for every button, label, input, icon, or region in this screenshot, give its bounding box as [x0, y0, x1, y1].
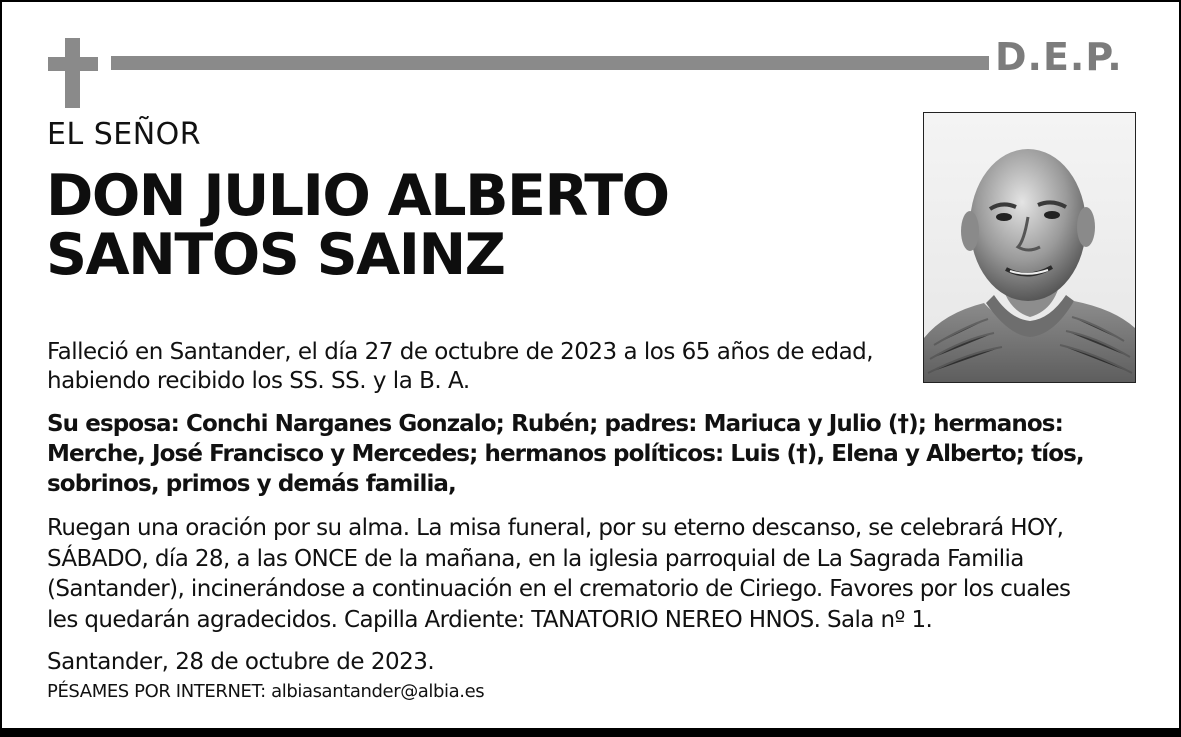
dateline: Santander, 28 de octubre de 2023.	[47, 649, 435, 675]
condolences-line: PÉSAMES POR INTERNET: albiasantander@albia.es	[47, 681, 485, 702]
family-line-3: sobrinos, primos y demás familia,	[47, 471, 456, 497]
cross-icon	[48, 38, 98, 108]
family-line-1: Su esposa: Conchi Narganes Gonzalo; Rubén; padres: Mariuca y Julio (†); hermanos:	[47, 411, 1063, 437]
bottom-border	[0, 728, 1181, 737]
death-statement	[47, 338, 907, 396]
prayer-line-2: SÁBADO, día 28, a las ONCE de la mañana, en la iglesia parroquial de La Sagrada Familia	[47, 545, 1024, 572]
deceased-name	[46, 163, 906, 288]
funeral-details	[47, 513, 1157, 635]
family-list	[47, 409, 1157, 499]
name-line-1: DON JULIO ALBERTO	[46, 163, 669, 229]
death-line-1: Falleció en Santander, el día 27 de octubre de 2023 a los 65 años de edad,	[47, 339, 874, 365]
portrait-image	[924, 113, 1135, 382]
name-line-2: SANTOS SAINZ	[46, 222, 505, 288]
portrait-photo	[923, 112, 1136, 383]
death-line-2: habiendo recibido los SS. SS. y la B. A.	[47, 368, 470, 394]
prayer-line-1: Ruegan una oración por su alma. La misa funeral, por su eterno descanso, se celebrará HOY,	[47, 515, 1064, 541]
family-line-2: Merche, José Francisco y Mercedes; hermanos políticos: Luis (†), Elena y Alberto; tíos,	[47, 441, 1084, 467]
header-rule	[111, 56, 989, 70]
dep-label: D.E.P.	[995, 35, 1123, 79]
honorific: EL SEÑOR	[47, 117, 202, 152]
prayer-line-4: les quedarán agradecidos. Capilla Ardiente: TANATORIO NEREO HNOS. Sala nº 1.	[47, 606, 933, 633]
prayer-line-3: (Santander), incinerándose a continuación en el crematorio de Ciriego. Favores por los cuales	[47, 576, 1071, 602]
